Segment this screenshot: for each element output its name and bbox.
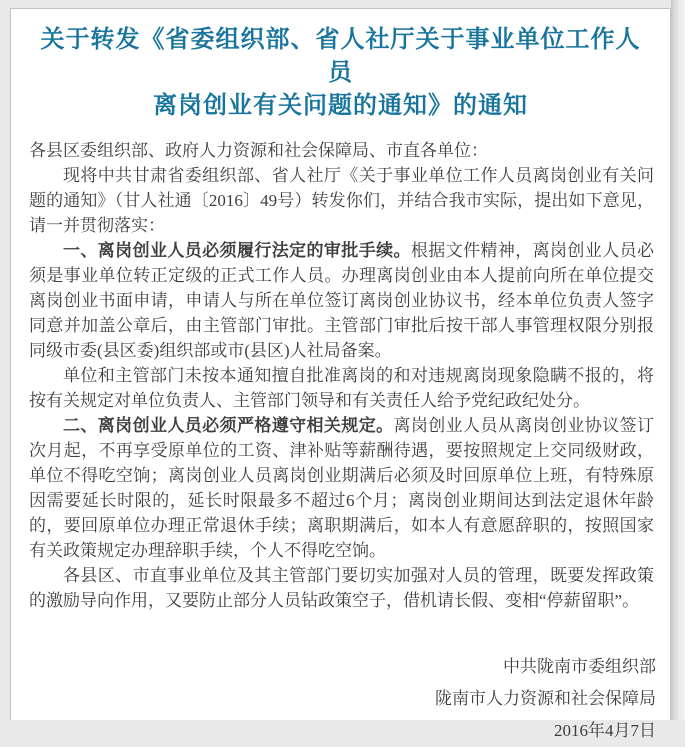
title-line-1: 关于转发《省委组织部、省人社厅关于事业单位工作人员 [40, 26, 641, 86]
paragraph-discipline [29, 363, 654, 413]
paragraph-section-2 [29, 413, 654, 563]
paragraph-intro [29, 163, 654, 238]
section-2-heading: 二、离岗创业人员必须严格遵守相关规定。 [63, 416, 394, 435]
signature-org-primary: 中共陇南市委组织部 [503, 657, 656, 676]
paragraph-addressee [29, 138, 654, 163]
signature-block [11, 651, 670, 747]
paragraph-section-1 [29, 238, 654, 363]
title-line-2: 离岗创业有关问题的通知》的通知 [153, 92, 528, 119]
signature-date: 2016年4月7日 [554, 721, 656, 740]
paragraph-intro-text: 现将中共甘肃省委组织部、省人社厅《关于事业单位工作人员离岗创业有关问题的通知》（甘人社通〔2016〕49号）转发你们，并结合我市实际，提出如下意见，请一并贯彻落实： [29, 166, 654, 235]
section-2-text: 离岗创业人员从离岗创业协议签订次月起，不再享受原单位的工资、津补贴等薪酬待遇，要按照规定上交同级财政，单位不得吃空饷；离岗创业人员离岗创业期满后必须及时回原单位上班，有特殊原因需要延长时限的，延长时限最多不超过6个月；离岗创业期间达到法定退休年龄的，要回原单位办理正常退休手续；离职期满后，如本人有意愿辞职的，按照国家有关政策规定办理辞职手续，个人不得吃空饷。 [29, 416, 654, 560]
section-1-text: 根据文件精神，离岗创业人员必须是事业单位转正定级的正式工作人员。办理离岗创业由本人提前向所在单位提交离岗创业书面申请，申请人与所在单位签订离岗创业协议书，经本单位负责人签字同意并加盖公章后，由主管部门审批。主管部门审批后按干部人事管理权限分别报同级市委(县区委)组织部或市(县区)人社局备案。 [29, 241, 655, 360]
window-edge-gutter [671, 0, 685, 720]
section-1-heading: 一、离岗创业人员必须履行法定的审批手续。 [63, 241, 411, 260]
signature-org-secondary: 陇南市人力资源和社会保障局 [435, 689, 656, 708]
document-title [37, 23, 644, 122]
paragraph-addressee-text: 各县区委组织部、政府人力资源和社会保障局、市直各单位： [29, 141, 488, 160]
paragraph-discipline-text: 单位和主管部门未按本通知擅自批准离岗的和对违规离岗现象隐瞒不报的，将按有关规定对单位负责人、主管部门领导和有关责任人给予党纪政纪处分。 [29, 366, 654, 410]
document-page [10, 8, 671, 740]
notice-body [11, 138, 670, 613]
paragraph-closing [29, 563, 654, 613]
paragraph-closing-text: 各县区、市直事业单位及其主管部门要切实加强对人员的管理，既要发挥政策的激励导向作用，又要防止部分人员钻政策空子，借机请长假、变相“停薪留职”。 [29, 566, 654, 610]
